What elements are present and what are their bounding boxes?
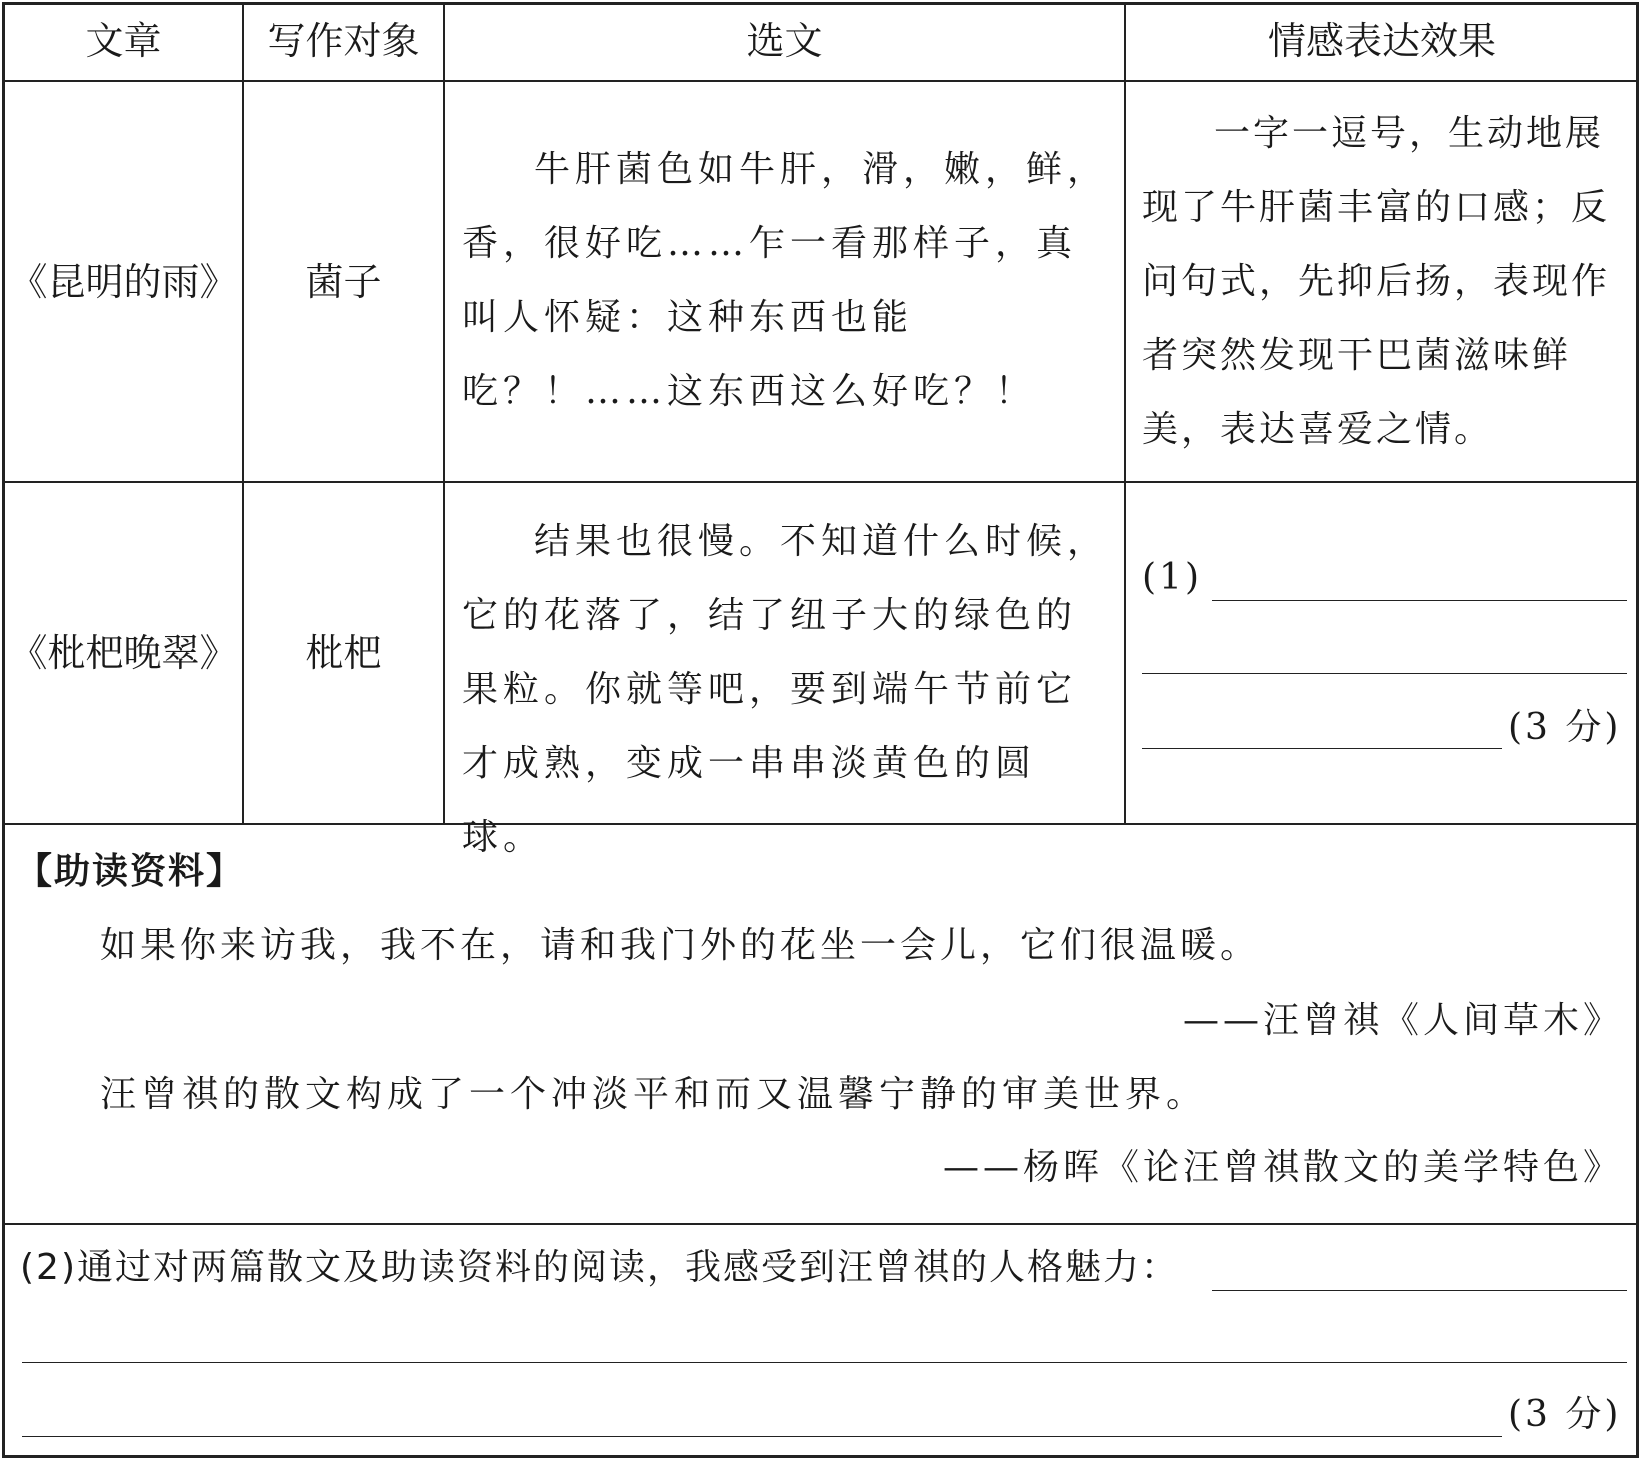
answer1-number: (1)	[1142, 557, 1202, 598]
reading-quote-1: 如果你来访我，我不在，请和我门外的花坐一会儿，它们很温暖。	[100, 925, 1261, 966]
answer2-blank-line-1[interactable]	[1212, 1290, 1627, 1291]
row2-article: 《枇杷晚翠》	[9, 631, 238, 675]
question2-score: (3 分)	[1508, 1394, 1622, 1435]
row1-object: 菌子	[305, 260, 382, 304]
header-emotion-effect: 情感表达效果	[1267, 19, 1496, 63]
answer2-blank-line-3[interactable]	[22, 1436, 1502, 1437]
header-writing-object: 写作对象	[267, 19, 420, 63]
reading-bottom-divider	[2, 1223, 1639, 1225]
col2-divider	[443, 2, 445, 824]
row1-effect: 一字一逗号，生动地展现了牛肝菌丰富的口感；反问句式，先抑后扬，表现作者突然发现干巴菌滋味鲜美，表达喜爱之情。	[1142, 113, 1611, 450]
row1-excerpt: 牛肝菌色如牛肝，滑，嫩，鲜，香，很好吃……乍一看那样子，真叫人怀疑：这种东西也能吃？！……这东西这么好吃？！	[462, 149, 1109, 412]
reading-heading: 【助读资料】	[16, 851, 245, 892]
header-divider	[2, 80, 1639, 82]
reading-source-1: ——汪曾祺《人间草木》	[1182, 1000, 1623, 1041]
question2-prompt: (2)通过对两篇散文及助读资料的阅读，我感受到汪曾祺的人格魅力：	[20, 1247, 1179, 1288]
col1-divider	[242, 2, 244, 824]
answer1-blank-line-3[interactable]	[1142, 748, 1502, 749]
row1-article: 《昆明的雨》	[9, 260, 238, 304]
reading-source-2: ——杨晖《论汪曾祺散文的美学特色》	[942, 1147, 1623, 1188]
row2-object: 枇杷	[305, 631, 382, 675]
col3-divider	[1124, 2, 1126, 824]
answer1-score: (3 分)	[1508, 707, 1622, 748]
answer1-blank-line-1[interactable]	[1212, 600, 1627, 601]
row1-divider	[2, 481, 1639, 483]
header-article: 文章	[85, 19, 162, 63]
answer1-blank-line-2[interactable]	[1142, 673, 1627, 674]
answer2-blank-line-2[interactable]	[22, 1362, 1627, 1363]
header-excerpt: 选文	[746, 19, 823, 63]
reading-quote-2: 汪曾祺的散文构成了一个冲淡平和而又温馨宁静的审美世界。	[100, 1074, 1208, 1115]
row2-excerpt: 结果也很慢。不知道什么时候，它的花落了，结了纽子大的绿色的果粒。你就等吧，要到端午节前它才成熟，变成一串串淡黄色的圆球。	[462, 521, 1109, 858]
